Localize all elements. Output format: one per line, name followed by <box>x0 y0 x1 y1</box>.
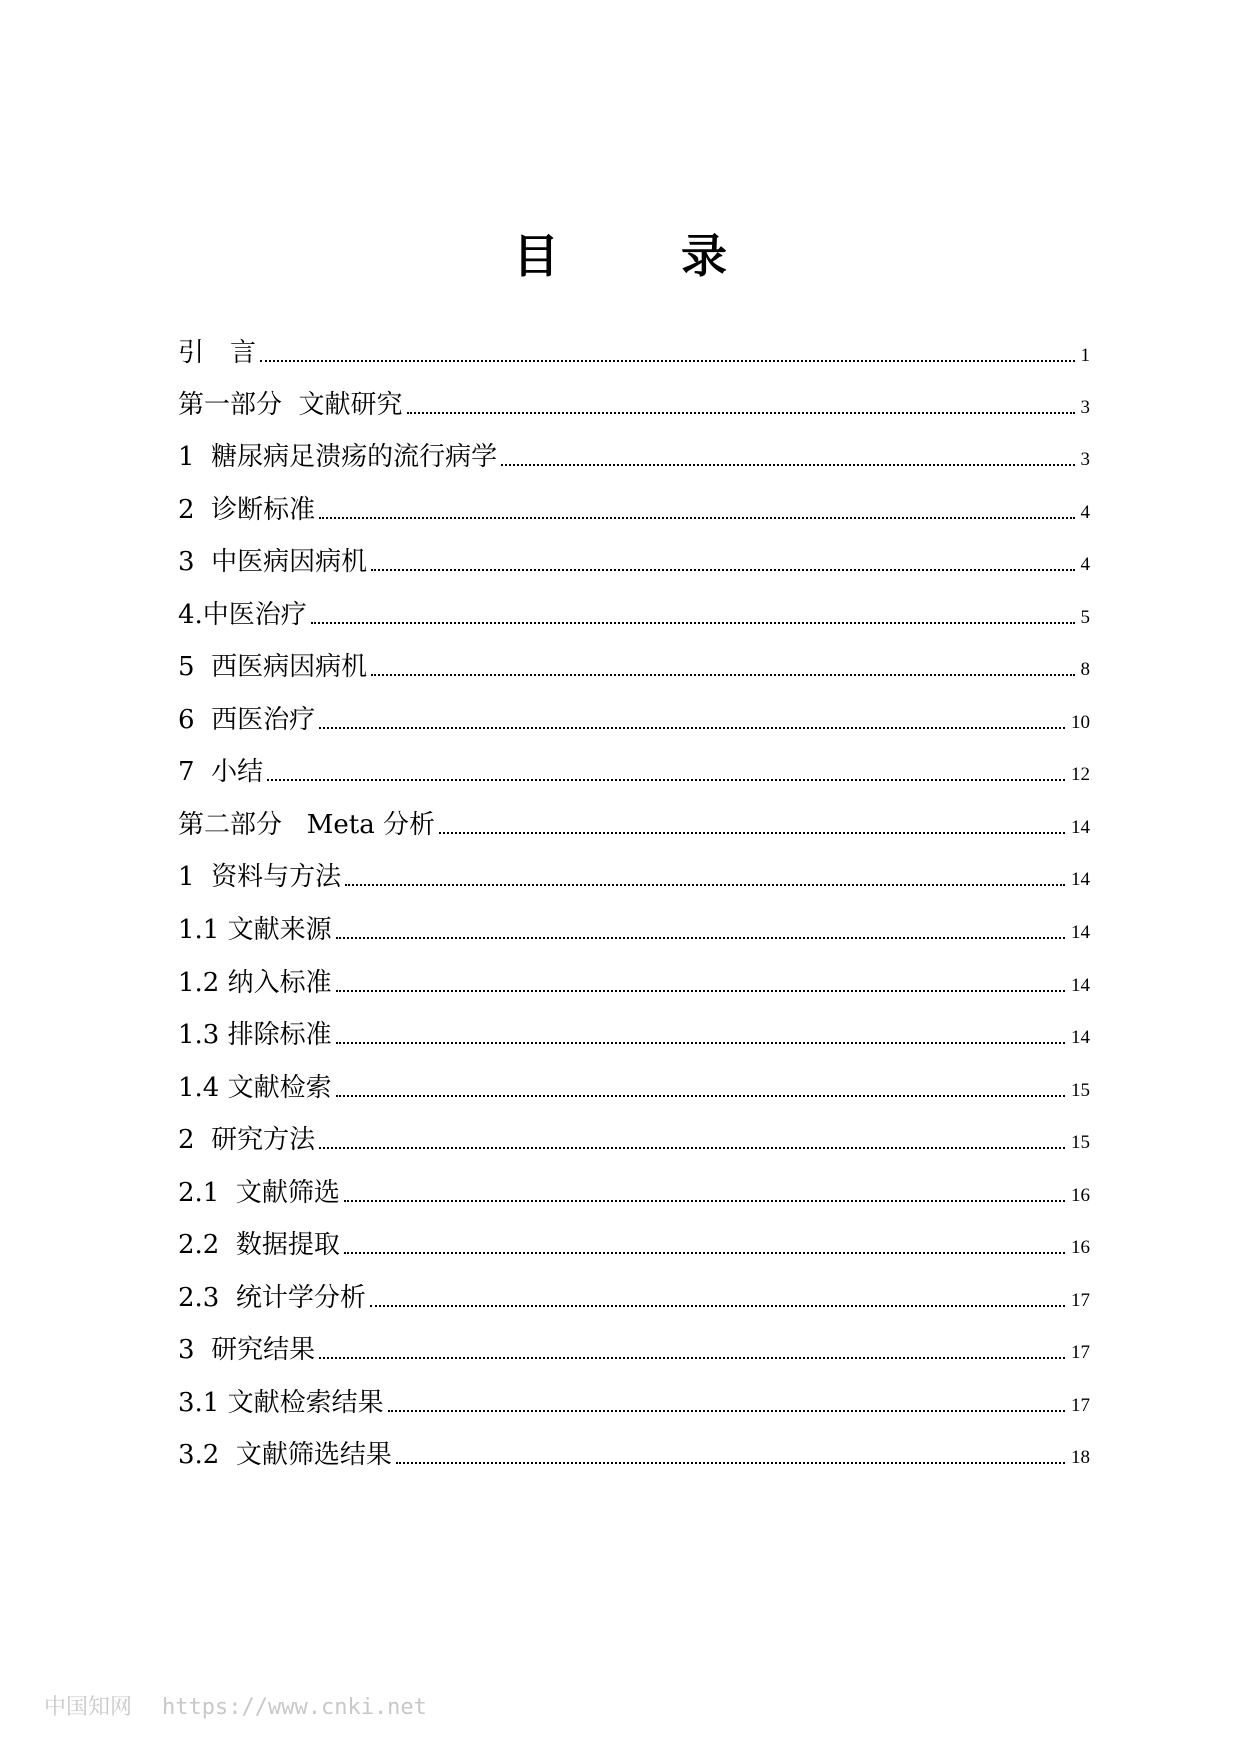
toc-dot-leader <box>345 884 1065 886</box>
toc-dot-leader <box>501 464 1074 466</box>
toc-entry-label: 2.2 数据提取 <box>178 1230 340 1260</box>
toc-entry-page: 5 <box>1080 607 1090 628</box>
toc-entry-page: 17 <box>1071 1342 1090 1363</box>
toc-entry-page: 15 <box>1071 1132 1090 1153</box>
toc-entry-label: 7 小结 <box>178 757 264 787</box>
toc-entry-page: 14 <box>1071 869 1090 890</box>
toc-entry-label: 1.2 纳入标准 <box>178 968 332 998</box>
toc-dot-leader <box>344 1200 1065 1202</box>
toc-entry-page: 16 <box>1071 1185 1090 1206</box>
toc-entry-page: 14 <box>1071 922 1090 943</box>
toc-dot-leader <box>336 1042 1065 1044</box>
toc-entry-label: 6 西医治疗 <box>178 705 316 735</box>
toc-entry[interactable] <box>178 1327 1090 1367</box>
toc-dot-leader <box>319 1357 1065 1359</box>
toc-entry-label: 3.2 文献筛选结果 <box>178 1440 392 1470</box>
toc-entry-page: 15 <box>1071 1080 1090 1101</box>
toc-dot-leader <box>370 1305 1065 1307</box>
toc-entry-page: 16 <box>1071 1237 1090 1258</box>
toc-entry[interactable] <box>178 1432 1090 1472</box>
cnki-watermark <box>44 1690 427 1721</box>
watermark-brand: 中国知网 <box>44 1695 133 1720</box>
toc-entry-page: 14 <box>1071 817 1090 838</box>
toc-entry-page: 14 <box>1071 1027 1090 1048</box>
toc-entry[interactable] <box>178 1275 1090 1315</box>
watermark-url[interactable]: https://www.cnki.net <box>162 1695 427 1720</box>
toc-entry-label: 2 诊断标准 <box>178 495 316 525</box>
toc-entry[interactable] <box>178 382 1090 422</box>
toc-entry-label: 3 中医病因病机 <box>178 547 368 577</box>
toc-entry-label: 第二部分 Meta 分析 <box>178 810 436 840</box>
toc-dot-leader <box>260 360 1074 362</box>
toc-entry-page: 3 <box>1080 397 1090 418</box>
toc-entry-page: 17 <box>1071 1395 1090 1416</box>
toc-entry-page: 1 <box>1080 345 1090 366</box>
toc-entry[interactable] <box>178 802 1090 842</box>
toc-entry-page: 14 <box>1071 975 1090 996</box>
toc-entry-label: 3 研究结果 <box>178 1335 316 1365</box>
toc-entry-label: 5 西医病因病机 <box>178 652 368 682</box>
toc-dot-leader <box>344 1252 1065 1254</box>
toc-entry[interactable] <box>178 854 1090 894</box>
toc-dot-leader <box>439 832 1065 834</box>
toc-entry-page: 12 <box>1071 764 1090 785</box>
toc-entry[interactable] <box>178 644 1090 684</box>
toc-dot-leader <box>407 412 1075 414</box>
toc-dot-leader <box>319 1147 1065 1149</box>
toc-entry[interactable] <box>178 1012 1090 1052</box>
toc-entry[interactable] <box>178 907 1090 947</box>
toc-entry[interactable] <box>178 1117 1090 1157</box>
toc-entry[interactable] <box>178 487 1090 527</box>
toc-entry-page: 4 <box>1080 554 1090 575</box>
toc-entry[interactable] <box>178 960 1090 1000</box>
toc-dot-leader <box>388 1410 1065 1412</box>
toc-dot-leader <box>311 622 1075 624</box>
toc-entry-label: 1 糖尿病足溃疡的流行病学 <box>178 442 498 472</box>
toc-dot-leader <box>336 937 1065 939</box>
toc-dot-leader <box>371 674 1074 676</box>
toc-entry[interactable] <box>178 697 1090 737</box>
toc-dot-leader <box>336 990 1065 992</box>
toc-entry-label: 第一部分 文献研究 <box>178 390 403 420</box>
toc-dot-leader <box>319 727 1065 729</box>
toc-entry[interactable] <box>178 1065 1090 1105</box>
toc-entry[interactable] <box>178 1222 1090 1262</box>
toc-entry-page: 18 <box>1071 1447 1090 1468</box>
toc-entry[interactable] <box>178 434 1090 474</box>
toc-entry[interactable] <box>178 1380 1090 1420</box>
toc-dot-leader <box>336 1095 1065 1097</box>
toc-entry-label: 1 资料与方法 <box>178 862 342 892</box>
toc-entry[interactable] <box>178 330 1090 370</box>
toc-entry-label: 2.3 统计学分析 <box>178 1283 366 1313</box>
toc-entry[interactable] <box>178 592 1090 632</box>
toc-dot-leader <box>319 517 1074 519</box>
toc-entry[interactable] <box>178 539 1090 579</box>
toc-entry-page: 8 <box>1080 659 1090 680</box>
toc-entry-label: 4.中医治疗 <box>178 600 307 630</box>
toc-entry-page: 4 <box>1080 502 1090 523</box>
toc-entry-label: 2.1 文献筛选 <box>178 1178 340 1208</box>
toc-entry-label: 1.1 文献来源 <box>178 915 332 945</box>
toc-entry-page: 17 <box>1071 1290 1090 1311</box>
toc-entry[interactable] <box>178 749 1090 789</box>
toc-dot-leader <box>396 1462 1065 1464</box>
toc-dot-leader <box>371 569 1074 571</box>
toc-entry-page: 3 <box>1080 449 1090 470</box>
toc-entry[interactable] <box>178 1170 1090 1210</box>
toc-entry-label: 1.3 排除标准 <box>178 1020 332 1050</box>
toc-entry-label: 引 言 <box>178 338 257 368</box>
toc-entry-label: 2 研究方法 <box>178 1125 316 1155</box>
page-title: 目 录 <box>513 229 765 283</box>
toc-entry-label: 1.4 文献检索 <box>178 1073 332 1103</box>
toc-dot-leader <box>267 779 1065 781</box>
toc-entry-page: 10 <box>1071 712 1090 733</box>
toc-entry-label: 3.1 文献检索结果 <box>178 1388 384 1418</box>
